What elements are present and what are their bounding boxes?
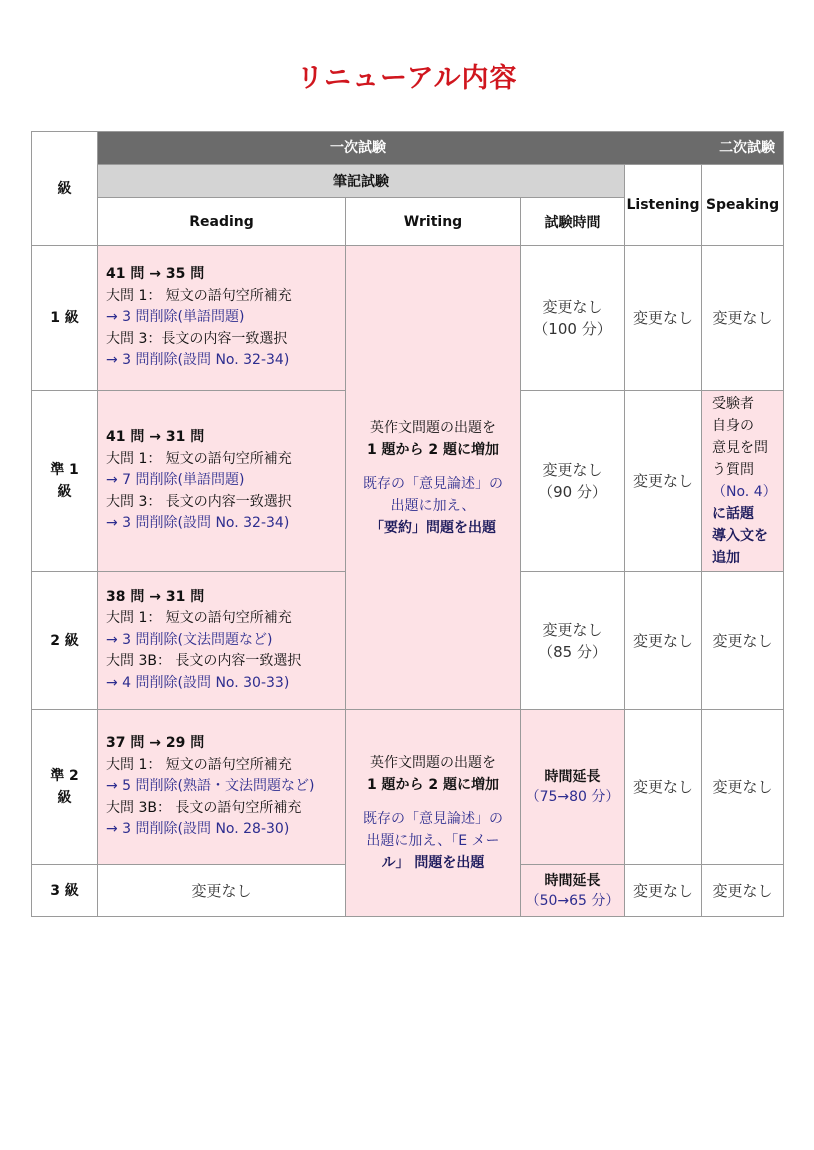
speaking-cell: 変更なし xyxy=(702,865,784,917)
writing-text: 1 題から 2 題に増加 xyxy=(366,777,500,793)
reading-count: 41 問 → 35 問 xyxy=(106,266,205,283)
time-cell xyxy=(521,865,625,917)
time-minutes: （100 分） xyxy=(533,320,612,338)
reading-section: 大問 1： 短文の語句空所補充 xyxy=(106,610,292,627)
renewal-table xyxy=(31,131,784,917)
reading-section: 大問 1： 短文の語句空所補充 xyxy=(106,450,292,467)
time-status: 変更なし xyxy=(542,298,603,316)
level-cell: 2 級 xyxy=(32,572,98,710)
writing-cell-upper xyxy=(346,246,521,710)
header-written-exam: 筆記試験 xyxy=(98,165,625,198)
speaking-note: 受験者 xyxy=(712,396,754,412)
time-status: 時間延長 xyxy=(544,872,601,889)
writing-text: 出題に加え、 xyxy=(390,497,476,514)
reading-section: 大問 3：長文の内容一致選択 xyxy=(106,330,288,347)
time-cell xyxy=(521,710,625,865)
writing-text: 既存の「意見論述」の xyxy=(363,811,503,827)
header-first-exam: 一次試験 xyxy=(330,140,386,156)
time-cell xyxy=(521,572,625,710)
table-row xyxy=(32,246,784,391)
reading-section: 大問 1： 短文の語句空所補充 xyxy=(106,287,292,304)
writing-text: 1 題から 2 題に増加 xyxy=(366,441,500,458)
header-reading: Reading xyxy=(98,198,346,246)
listening-cell: 変更なし xyxy=(625,391,702,572)
reading-change: → 5 問削除(熟語・文法問題など) xyxy=(106,778,315,795)
header-exam-time: 試験時間 xyxy=(521,198,625,246)
reading-cell xyxy=(98,246,346,391)
writing-text: ル」 問題を出題 xyxy=(381,855,485,871)
speaking-note: 追加 xyxy=(712,550,740,566)
listening-cell: 変更なし xyxy=(625,865,702,917)
level-label: 準 2 xyxy=(50,768,79,784)
level-cell xyxy=(32,391,98,572)
speaking-note: 導入文を xyxy=(712,528,768,544)
level-label: 準 1 xyxy=(50,462,79,478)
listening-cell: 変更なし xyxy=(625,572,702,710)
time-status: 時間延長 xyxy=(544,769,601,785)
speaking-note: 意見を問 xyxy=(712,440,768,456)
speaking-note: 自身の xyxy=(712,418,754,434)
reading-change: → 3 問削除(文法問題など) xyxy=(106,631,273,648)
writing-cell-lower xyxy=(346,710,521,917)
time-minutes: （75→80 分） xyxy=(525,789,620,805)
level-label: 級 xyxy=(57,484,72,500)
reading-section: 大問 3： 長文の内容一致選択 xyxy=(106,493,292,510)
listening-cell: 変更なし xyxy=(625,710,702,865)
writing-text: 英作文問題の出題を xyxy=(370,755,496,771)
reading-cell xyxy=(98,710,346,865)
reading-section: 大問 3B： 長文の語句空所補充 xyxy=(106,799,302,816)
reading-change: → 3 問削除(設問 No. 32-34) xyxy=(106,515,290,532)
level-cell xyxy=(32,710,98,865)
speaking-cell: 変更なし xyxy=(702,710,784,865)
writing-text: 「要約」問題を出題 xyxy=(370,519,496,536)
header-exam-stages xyxy=(98,132,784,165)
listening-cell: 変更なし xyxy=(625,246,702,391)
header-speaking: Speaking xyxy=(702,165,784,246)
reading-count: 37 問 → 29 問 xyxy=(106,735,205,752)
time-status: 変更なし xyxy=(542,620,603,639)
speaking-cell: 変更なし xyxy=(702,246,784,391)
time-minutes: （85 分） xyxy=(538,642,607,661)
reading-change: → 3 問削除(設問 No. 28-30) xyxy=(106,821,290,838)
time-cell xyxy=(521,246,625,391)
writing-text xyxy=(346,830,520,852)
writing-text-part: 出題に加え、「E メー xyxy=(366,833,500,849)
reading-change: → 4 問削除(設問 No. 30-33) xyxy=(106,674,290,691)
table-row xyxy=(32,710,784,865)
page-title: リニューアル内容 xyxy=(296,63,518,94)
speaking-cell xyxy=(702,391,784,572)
level-cell: 1 級 xyxy=(32,246,98,391)
level-cell: 3 級 xyxy=(32,865,98,917)
time-status: 変更なし xyxy=(542,461,603,479)
reading-section: 大問 1： 短文の語句空所補充 xyxy=(106,756,292,773)
reading-change: → 3 問削除(設問 No. 32-34) xyxy=(106,352,290,369)
reading-cell xyxy=(98,391,346,572)
header-second-exam: 二次試験 xyxy=(719,140,776,156)
time-minutes: （50→65 分） xyxy=(525,892,620,909)
reading-cell: 変更なし xyxy=(98,865,346,917)
reading-cell xyxy=(98,572,346,710)
header-listening: Listening xyxy=(625,165,702,246)
speaking-note: に話題 xyxy=(712,506,754,522)
speaking-cell: 変更なし xyxy=(702,572,784,710)
header-level: 級 xyxy=(32,132,98,246)
time-minutes: （90 分） xyxy=(538,483,607,501)
time-cell xyxy=(521,391,625,572)
header-writing: Writing xyxy=(346,198,521,246)
reading-count: 41 問 → 31 問 xyxy=(106,429,205,446)
reading-change: → 3 問削除(単語問題) xyxy=(106,309,245,326)
speaking-note: う質問 xyxy=(712,462,754,478)
reading-change: → 7 問削除(単語問題) xyxy=(106,472,245,489)
speaking-note: （No. 4） xyxy=(712,484,777,500)
reading-count: 38 問 → 31 問 xyxy=(106,588,205,605)
writing-text: 英作文問題の出題を xyxy=(370,419,496,436)
reading-section: 大問 3B： 長文の内容一致選択 xyxy=(106,653,302,670)
level-label: 級 xyxy=(57,790,72,806)
writing-text: 既存の「意見論述」の xyxy=(363,475,503,492)
